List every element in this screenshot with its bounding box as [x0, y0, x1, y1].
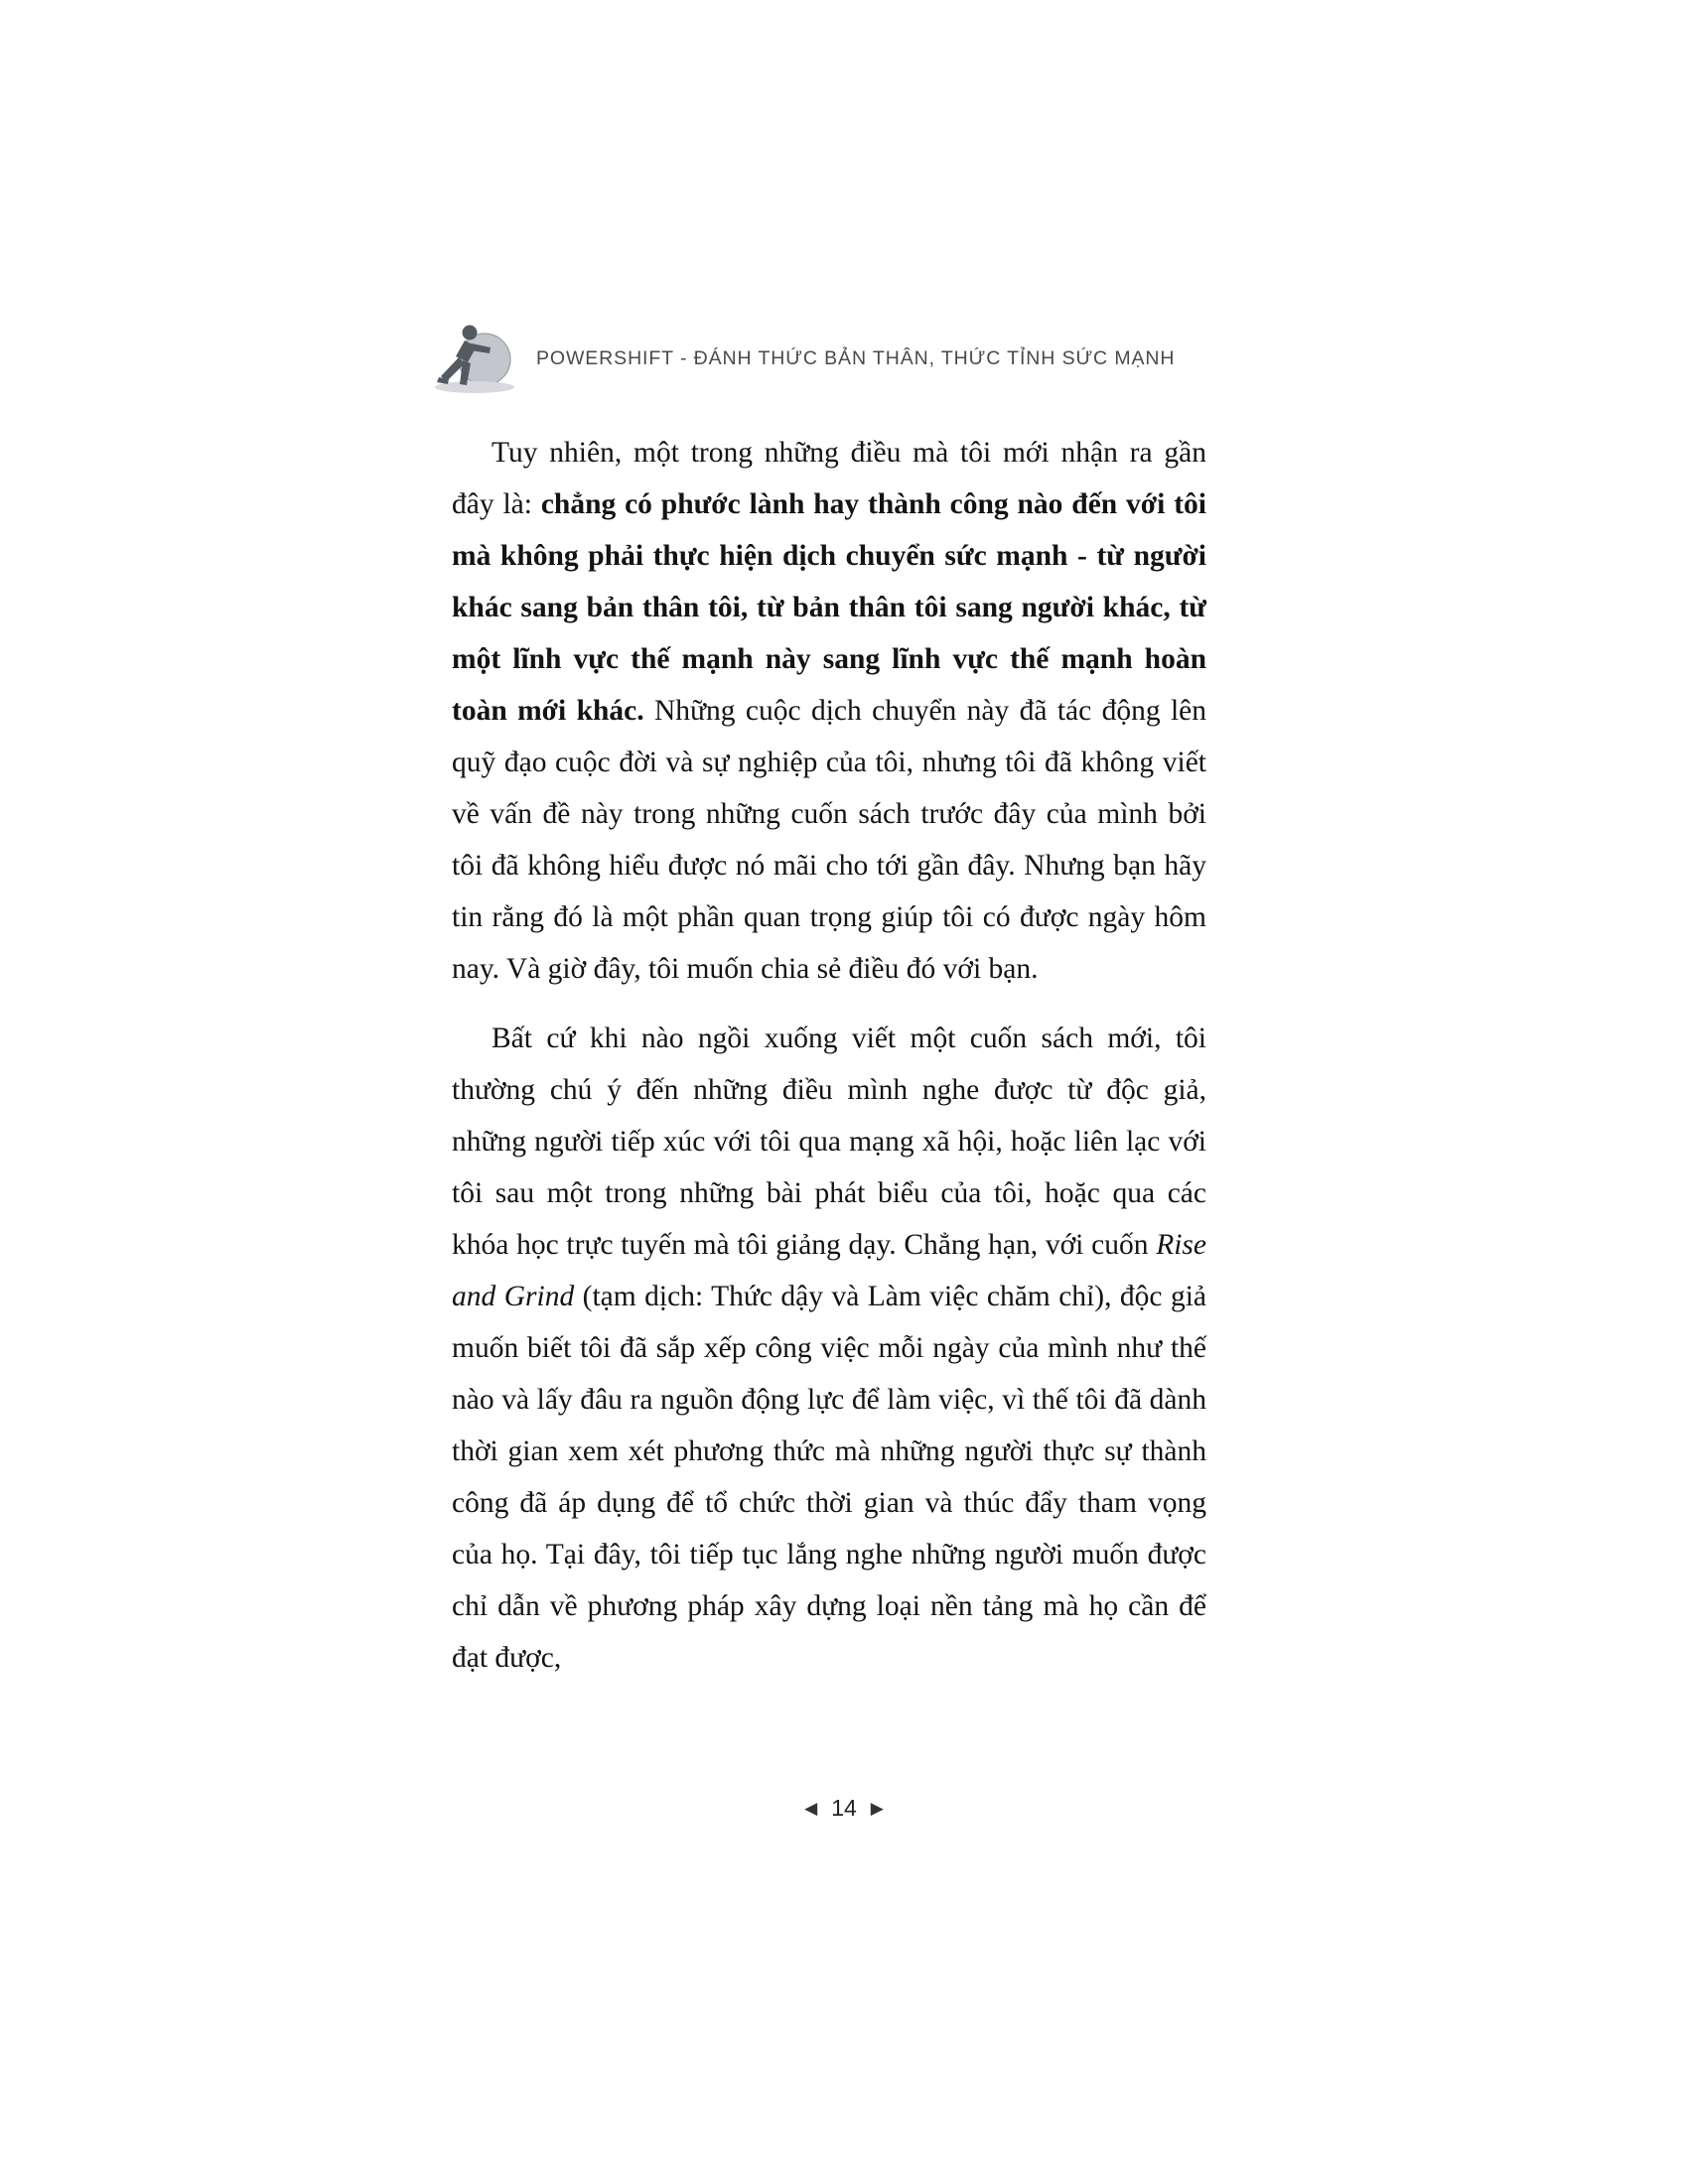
page-footer	[0, 1797, 1688, 1820]
paragraph-1-run-1: Tuy nhiên, một trong những điều mà tôi mới nhận ra gần đây là:	[452, 437, 1206, 520]
paragraph-1	[452, 427, 1206, 995]
paragraph-1-run-2-bold: chẳng có phước lành hay thành công nào đến với tôi mà không phải thực hiện dịch chuyển sức mạnh - từ người khác sang bản thân tôi, từ bản thân tôi sang người khác, từ một lĩnh vực thế mạnh này sang lĩnh vực thế mạnh hoàn toàn mới khác.	[452, 488, 1206, 727]
running-header	[427, 316, 1251, 395]
body-text-column	[452, 427, 1206, 1684]
next-page-arrow-icon[interactable]: ▶	[870, 1799, 884, 1818]
paragraph-1-run-3: Những cuộc dịch chuyển này đã tác động lên quỹ đạo cuộc đời và sự nghiệp của tôi, nhưng tôi đã không viết về vấn đề này trong những cuốn sách trước đây của mình bởi tôi đã không hiểu được nó mãi cho tới gần đây. Nhưng bạn hãy tin rằng đó là một phần quan trọng giúp tôi có được ngày hôm nay. Và giờ đây, tôi muốn chia sẻ điều đó với bạn.	[452, 695, 1206, 985]
person-pushing-boulder-icon	[427, 316, 518, 395]
paragraph-2-run-2-italic-book-title: Rise and Grind	[452, 1229, 1206, 1312]
paragraph-2	[452, 1013, 1206, 1684]
paragraph-2-run-1: Bất cứ khi nào ngồi xuống viết một cuốn sách mới, tôi thường chú ý đến những điều mình nghe được từ độc giả, những người tiếp xúc với tôi qua mạng xã hội, hoặc liên lạc với tôi sau một trong những bài phát biểu của tôi, hoặc qua các khóa học trực tuyến mà tôi giảng dạy. Chẳng hạn, với cuốn	[452, 1023, 1206, 1261]
page-number: 14	[831, 1795, 857, 1821]
paragraph-2-run-3: (tạm dịch: Thức dậy và Làm việc chăm chỉ), độc giả muốn biết tôi đã sắp xếp công việc mỗi ngày của mình như thế nào và lấy đâu ra nguồn động lực để làm việc, vì thế tôi đã dành thời gian xem xét phương thức mà những người thực sự thành công đã áp dụng để tổ chức thời gian và thúc đẩy tham vọng của họ. Tại đây, tôi tiếp tục lắng nghe những người muốn được chỉ dẫn về phương pháp xây dựng loại nền tảng mà họ cần để đạt được,	[452, 1281, 1207, 1674]
previous-page-arrow-icon[interactable]: ◀	[804, 1799, 818, 1818]
running-header-title: POWERSHIFT - ĐÁNH THỨC BẢN THÂN, THỨC TỈNH SỨC MẠNH	[536, 346, 1176, 369]
